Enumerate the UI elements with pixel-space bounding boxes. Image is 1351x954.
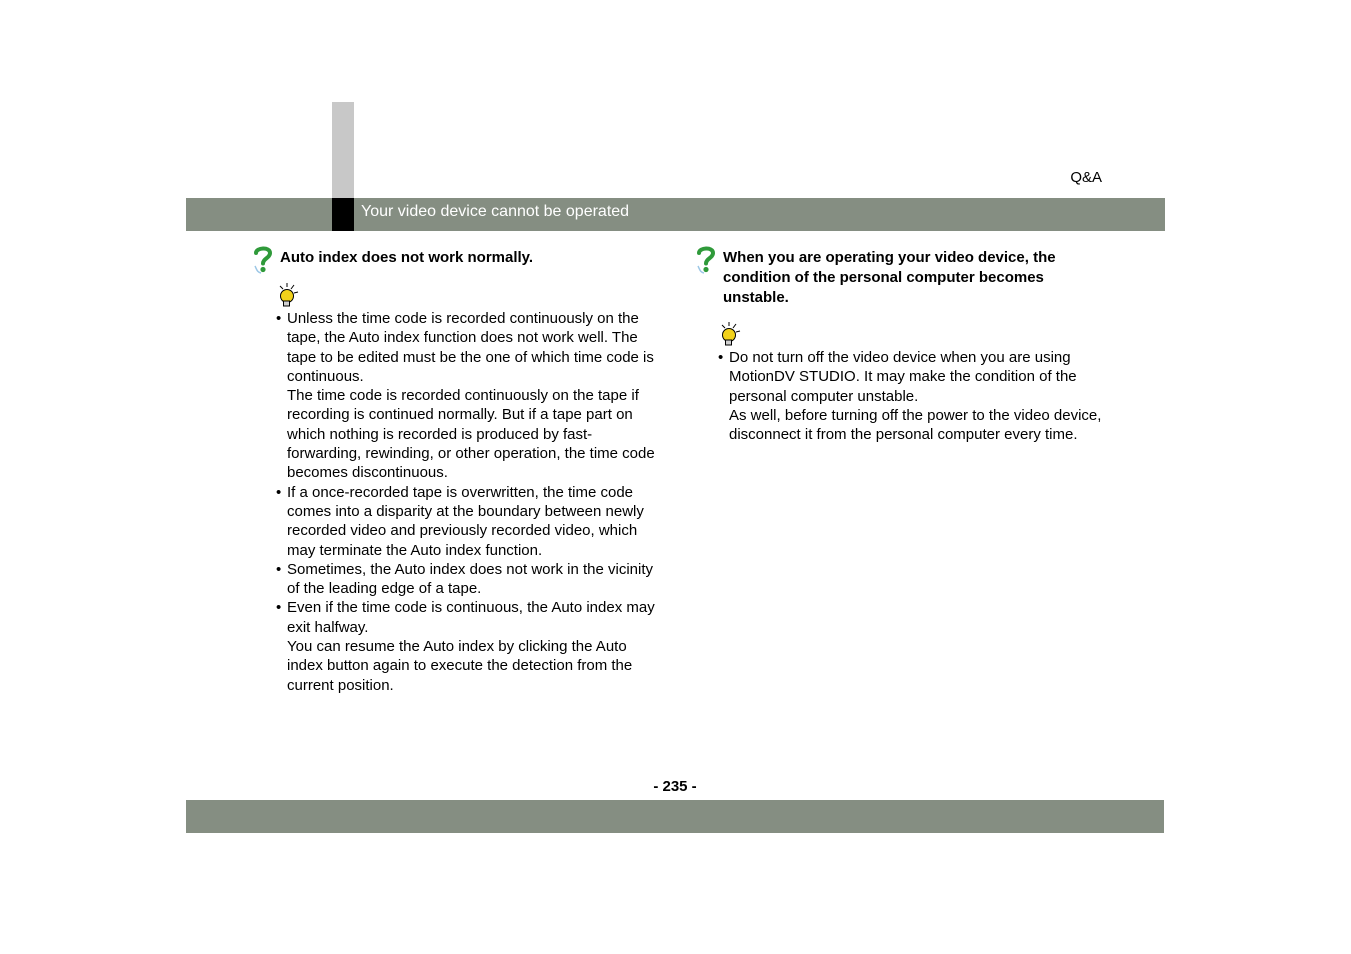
question-mark-icon — [696, 246, 716, 274]
list-item: • Do not turn off the video device when you are using MotionDV STUDIO. It may make the condition of the personal computer unstable. As well, before turning off the power to the video device, disconnect it from the personal computer every time. — [718, 348, 1104, 444]
list-item: • If a once-recorded tape is overwritten, the time code comes into a disparity at the boundary between newly recorded video and previously recorded video, which may terminate the Auto index function. — [276, 483, 662, 560]
list-item: • Unless the time code is recorded continuously on the tape, the Auto index function does not work well. The tape to be edited must be the one of which time code is continuous. The time code is recorded continuously on the tape if recording is continued normally. But if a tape part on which nothing is recorded is produced by fast-forwarding, rewinding, or other operation, the time code becomes discontinuous. — [276, 309, 662, 483]
header-marker — [332, 198, 354, 231]
list-item: • Sometimes, the Auto index does not work in the vicinity of the leading edge of a tape. — [276, 560, 662, 599]
answer-list-auto-index — [276, 309, 662, 695]
list-item: • Even if the time code is continuous, the Auto index may exit halfway. You can resume the Auto index by clicking the Auto index button again to execute the detection from the current position. — [276, 598, 662, 694]
light-bulb-icon — [720, 322, 742, 348]
question-auto-index: Auto index does not work normally. — [280, 249, 534, 266]
page-title: Your video device cannot be operated — [361, 203, 630, 220]
footer-bar — [186, 800, 1164, 833]
page-number: - 235 - — [653, 778, 697, 795]
section-label: Q&A — [1070, 169, 1102, 186]
header-tab — [332, 102, 354, 198]
light-bulb-icon — [278, 283, 300, 309]
answer-list-pc-unstable — [718, 348, 1104, 444]
question-mark-icon — [253, 246, 273, 274]
question-pc-unstable: When you are operating your video device, the condition of the personal computer becomes unstable. — [723, 249, 1056, 306]
